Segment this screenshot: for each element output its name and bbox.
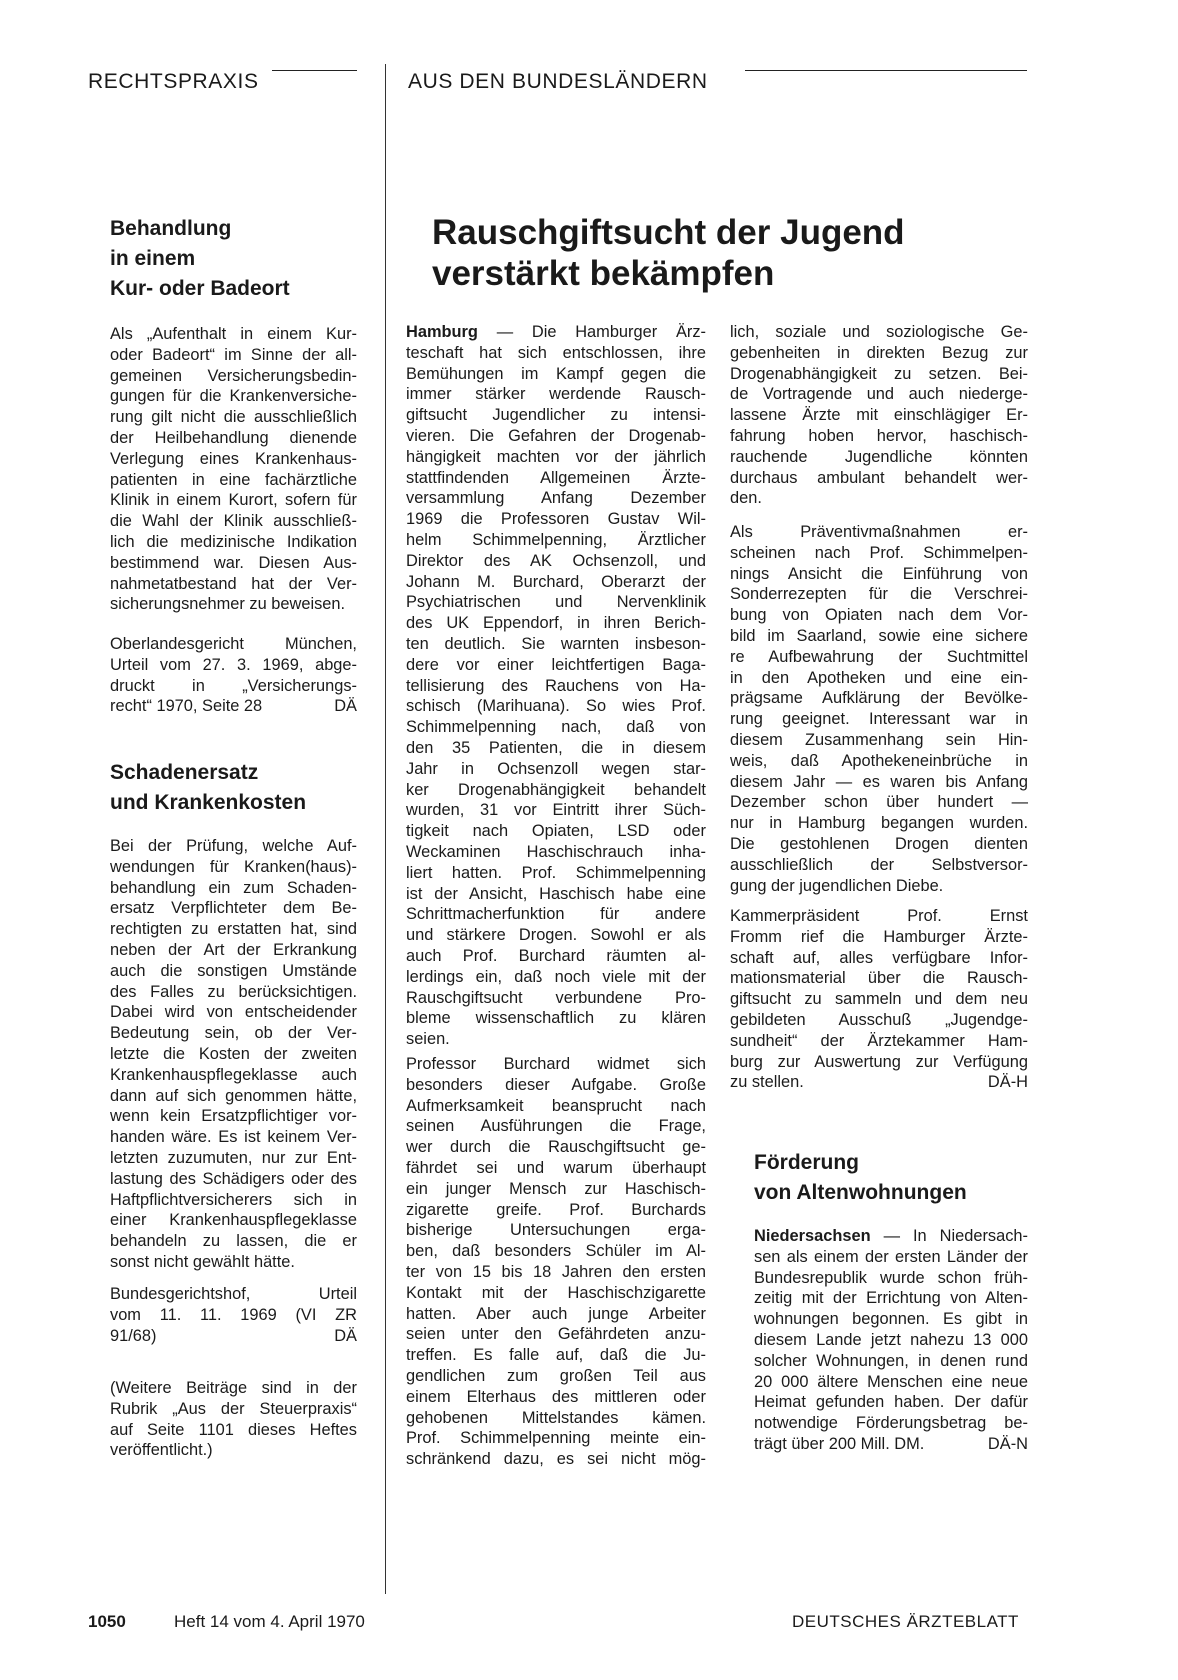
text-line: Als „Aufenthalt in einem Kur- [110,325,357,343]
text-line: sonst nicht gewählt hätte. [110,1252,295,1271]
text-line: Urteil vom 27. 3. 1969, abge- [110,655,357,674]
section-label-bundeslaender: AUS DEN BUNDESLÄNDERN [408,70,708,93]
text-line: Als Präventivmaßnahmen er- [730,523,1028,541]
text-line: Haftpflichtversicherers sich in [110,1190,357,1209]
text-line: des Falles zu berücksichtigen. [110,982,357,1001]
text-line: Schrittmacherfunktion für andere [406,905,706,924]
text-line: teschaft hat sich entschlossen, ihre [406,343,706,362]
text-line: gemeinen Versicherungsbedin- [110,366,357,385]
text-line: den. [730,489,762,508]
footer-page-number: 1050 [88,1612,126,1631]
article-body-altenwohnungen [754,1226,1028,1455]
text-line: fährdet sei und warum überhaupt [406,1158,706,1177]
text-line: der Heilbehandlung dienende [110,428,357,447]
text-line: hatten. Aber auch junge Arbeiter [406,1304,706,1323]
text-line: sen als einem der ersten Länder der [754,1247,1028,1266]
text-line: sundheit“ der Ärztekammer Ham- [730,1031,1028,1050]
text-line: einem Elterhaus des mittleren oder [406,1387,706,1406]
text-line: seinen Ausführungen die Frage, [406,1117,706,1136]
text-line: diesem Jahr — es waren bis Anfang [730,772,1028,791]
text-line: einer Krankenhauspflegeklasse [110,1211,357,1230]
text-line: zeitig mit der Errichtung von Alten- [754,1289,1028,1308]
text-line: treffen. Es falle auf, daß die Ju- [406,1346,706,1365]
text-line: vom 11. 11. 1969 (VI ZR [110,1305,357,1324]
text-line: Krankenhauspflegeklasse auch [110,1065,357,1084]
text-line: wendungen für Kranken(haus)- [110,857,357,876]
title-line: von Altenwohnungen [754,1181,967,1204]
text-line: den 35 Patienten, die in diesem [406,738,706,757]
text-line: Bei der Prüfung, welche Auf- [110,837,357,855]
main-headline [432,212,905,294]
signature-line [110,696,357,717]
title-line: Förderung [754,1151,859,1174]
text-line: lich, soziale und soziologische Ge- [730,323,1028,341]
text-line: diesem Lande jetzt nahezu 13 000 [754,1330,1028,1349]
signature-line [110,1326,357,1347]
text-line: ben, daß besonders Schüler im Al- [406,1242,706,1261]
text-line: 1969 die Professoren Gustav Wil- [406,510,706,529]
text-line: schränkend dazu, es sei nicht mög- [406,1450,706,1469]
header-rule-left [272,70,357,71]
text-line: versammlung Anfang Dezember [406,489,706,508]
author-signature: DÄ [334,697,357,716]
text-line: Dabei wird von entscheidender [110,1003,357,1022]
text-line: Bedeutung sein, ob der Ver- [110,1024,357,1043]
text-line: bung von Opiaten nach dem Vor- [730,606,1028,625]
text-line: Direktor des AK Ochsenzoll, und [406,551,706,570]
text-line: und stärkere Drogen. Sowohl er als [406,926,706,945]
text-line: Rauschgiftsucht verbundene Pro- [406,988,706,1007]
text-line: seien. [406,1030,450,1049]
text-line: ker Drogenabhängigkeit behandelt [406,780,706,799]
text-line: gungen für die Krankenversiche- [110,387,357,406]
text-line: Drogenabhängigkeit zu setzen. Bei- [730,364,1028,383]
text-line: letzten zuzumuten, nur zur Ent- [110,1148,357,1167]
text-line: rung gilt nicht die ausschließlich [110,408,357,427]
title-line: Kur- oder Badeort [110,277,290,300]
lead-line [754,1226,1028,1247]
title-line: verstärkt bekämpfen [432,254,775,293]
text-line: solcher Wohnungen, in denen rund [754,1351,1028,1370]
text-line: lich die medizinische Indikation [110,532,357,551]
text-line: bild im Saarland, sowie eine sichere [730,626,1028,645]
text-line: Bundesgerichtshof, Urteil [110,1285,357,1303]
text-line: gebenheiten in direkten Bezug zur [730,343,1028,362]
text-line: sicherungsnehmer zu beweisen. [110,595,346,614]
text-line: veröffentlicht.) [110,1441,213,1460]
text-line: Schimmelpenning nach, daß von [406,718,706,737]
text-line: ter von 15 bis 18 Jahren den ersten [406,1262,706,1281]
main-article-col2-para1 [730,322,1028,509]
article-title-schadenersatz [110,758,306,818]
text-line: Dezember schon über hundert — [730,793,1028,812]
text-line: tellisierung des Rauchens von Ha- [406,676,706,695]
text-line: dere vor einer leichtfertigen Baga- [406,655,706,674]
text-line: letzte die Kosten der zweiten [110,1044,357,1063]
text-line: giftsucht Jugendlicher zu intensi- [406,406,706,425]
signature-line [730,1072,1028,1093]
text-line: notwendige Förderungsbetrag be- [754,1414,1028,1433]
article-title-kurort [110,214,290,304]
text-line: patienten in eine fachärztliche [110,470,357,489]
text-line: neben der Art der Erkrankung [110,940,357,959]
text-line: Aufmerksamkeit beansprucht nach [406,1096,706,1115]
title-line: und Krankenkosten [110,791,307,814]
main-article-col1-para1 [406,322,706,1050]
text-line: Rubrik „Aus der Steuerpraxis“ [110,1399,357,1418]
section-label-rechtspraxis: RECHTSPRAXIS [88,70,259,93]
main-article-col2-para2 [730,522,1028,896]
main-article-col2-para3 [730,906,1028,1093]
text-line: lassene Ärzte mit einschlägiger Er- [730,406,1028,425]
text-line: Oberlandesgericht München, [110,635,357,653]
text-line: rauchende Jugendliche könnten [730,447,1028,466]
text-line: handen wäre. Es ist keinem Ver- [110,1128,357,1147]
text-line: mationsmaterial über die Rausch- [730,969,1028,988]
signature-line [754,1434,1028,1455]
footer-issue: Heft 14 vom 4. April 1970 [174,1612,365,1631]
text-line: ten deutlich. Sie warnten insbeson- [406,634,706,653]
signature-line-text: trägt über 200 Mill. DM. [754,1434,925,1453]
text-line: re Aufbewahrung der Suchtmittel [730,647,1028,666]
text-line: wurden, 31 vor Eintritt ihrer Süch- [406,801,706,820]
lead-line-text: — Die Hamburger Ärz- [477,323,706,341]
text-line: druckt in „Versicherungs- [110,676,357,695]
text-line: rung geeignet. Interessant war in [730,710,1028,729]
text-line: behandlung ein zum Schaden- [110,878,357,897]
text-line: immer stärker werdende Rausch- [406,385,706,404]
text-line: diesem Zusammenhang sein Hin- [730,730,1028,749]
footer-publication: DEUTSCHES ÄRZTEBLATT [792,1612,1019,1631]
dateline-place: Niedersachsen [754,1227,871,1245]
text-line: hängigkeit machten vor der jährlich [406,447,706,466]
title-line: Behandlung [110,217,232,240]
text-line: (Weitere Beiträge sind in der [110,1379,357,1397]
article-title-altenwohnungen [754,1148,967,1208]
text-line: Johann M. Burchard, Oberarzt der [406,572,706,591]
text-line: auch Prof. Burchard räumten al- [406,946,706,965]
text-line: Professor Burchard widmet sich [406,1055,706,1073]
author-signature: DÄ [334,1326,357,1345]
text-line: stattfindenden Allgemeinen Ärzte- [406,468,706,487]
text-line: Prof. Schimmelpenning meinte ein- [406,1429,706,1448]
text-line: Die gestohlenen Drogen dienten [730,834,1028,853]
text-line: schisch (Marihuana). So wies Prof. [406,697,706,716]
text-line: lastung des Schädigers oder des [110,1169,357,1188]
text-line: ersatz Verpflichteter dem Be- [110,899,357,918]
text-line: Bemühungen im Kampf gegen die [406,364,706,383]
text-line: ist der Ansicht, Haschisch habe eine [406,884,706,903]
text-line: Psychiatrischen und Nervenklinik [406,593,706,612]
text-line: de Vortragende und auch niederge- [730,385,1028,404]
text-line: fahrung hoben hervor, haschisch- [730,426,1028,445]
title-line: in einem [110,247,196,270]
text-line: auch die sonstigen Umstände [110,961,357,980]
header-rule-right [745,70,1027,71]
text-line: die Wahl der Klinik ausschließ- [110,512,357,531]
text-line: Jahr in Ochsenzoll wegen star- [406,759,706,778]
text-line: 20 000 ältere Menschen eine neue [754,1372,1028,1391]
text-line: gebildeten Ausschuß „Jugendge- [730,1010,1028,1029]
text-line: scheinen nach Prof. Schimmelpen- [730,543,1028,562]
title-line: Schadenersatz [110,761,259,784]
text-line: nur in Hamburg begangen wurden. [730,814,1028,833]
text-line: dann auf sich genommen hätte, [110,1086,357,1105]
text-line: schaft auf, alles verfügbare Infor- [730,948,1028,967]
author-signature: DÄ-H [987,1073,1028,1092]
text-line: rechtigten zu erstatten hat, sind [110,920,357,939]
text-line: Fromm rief die Hamburger Ärzte- [730,927,1028,946]
text-line: seien unter den Gefährdeten anzu- [406,1325,706,1344]
text-line: Heimat gefunden haben. Der dafür [754,1393,1028,1412]
text-line: bleme wissenschaftlich zu klären [406,1009,706,1028]
dateline-place: Hamburg [406,323,478,341]
text-line: oder Badeort“ im Sinne der all- [110,345,357,364]
text-line: gendlichen zum großen Teil aus [406,1366,706,1385]
text-line: vieren. Die Gefahren der Drogenab- [406,426,706,445]
text-line: Verlegung eines Krankenhaus- [110,449,357,468]
text-line: nings Ansicht die Einführung von [730,564,1028,583]
text-line: weis, daß Apothekeneinbrüche in [730,751,1028,770]
text-line: bisherige Untersuchungen erga- [406,1221,706,1240]
court-citation-kurort [110,634,357,717]
lead-line-text: — In Niedersach- [870,1227,1028,1245]
text-line: lerdings ein, daß noch viele mit der [406,967,706,986]
author-signature: DÄ-N [987,1434,1028,1453]
text-line: ein junger Mensch zur Haschisch- [406,1179,706,1198]
text-line: auf Seite 1101 dieses Heftes [110,1420,357,1439]
text-line: wenn kein Ersatzpflichtiger vor- [110,1107,357,1126]
text-line: tigkeit nach Opiaten, LSD oder [406,822,706,841]
text-line: zigarette greife. Prof. Burchards [406,1200,706,1219]
text-line: nahmetatbestand hat der Ver- [110,574,357,593]
editorial-note [110,1378,357,1461]
signature-line-text: zu stellen. [730,1073,804,1092]
text-line: Bundesrepublik wurde schon früh- [754,1268,1028,1287]
article-body-schadenersatz [110,836,357,1273]
text-line: gehobenen Mittelstandes kämen. [406,1408,706,1427]
text-line: Kontakt mit der Haschischzigarette [406,1283,706,1302]
text-line: in den Apotheken und eine ein- [730,668,1028,687]
text-line: gung der jugendlichen Diebe. [730,876,944,895]
text-line: burg zur Auswertung zur Verfügung [730,1052,1028,1071]
signature-line-text: recht“ 1970, Seite 28 [110,697,263,716]
text-line: besonders dieser Aufgabe. Große [406,1075,706,1094]
text-line: des UK Eppendorf, in ihren Berich- [406,614,706,633]
text-line: giftsucht zu sammeln und dem neu [730,990,1028,1009]
text-line: bestimmend war. Diesen Aus- [110,553,357,572]
court-citation-schadenersatz [110,1284,357,1346]
main-article-col1-para2 [406,1054,706,1470]
article-body-kurort [110,324,357,615]
title-line: Rauschgiftsucht der Jugend [432,213,905,252]
text-line: prägsame Aufklärung der Bevölke- [730,689,1028,708]
text-line: Weckaminen Haschischrauch inha- [406,842,706,861]
text-line: wohnungen begonnen. Es gibt in [754,1310,1028,1329]
column-divider [385,64,386,1594]
signature-line-text: 91/68) [110,1326,157,1345]
text-line: liert hatten. Prof. Schimmelpenning [406,863,706,882]
text-line: helm Schimmelpenning, Ärztlicher [406,530,706,549]
text-line: Klinik in einem Kurort, sofern für [110,491,357,510]
text-line: wer durch die Rauschgiftsucht ge- [406,1138,706,1157]
text-line: behandeln zu lassen, die er [110,1232,357,1251]
lead-line [406,322,706,343]
text-line: Sonderrezepten für die Verschrei- [730,585,1028,604]
text-line: durchaus ambulant behandelt wer- [730,468,1028,487]
text-line: ausschließlich der Selbstversor- [730,855,1028,874]
text-line: Kammerpräsident Prof. Ernst [730,907,1028,925]
